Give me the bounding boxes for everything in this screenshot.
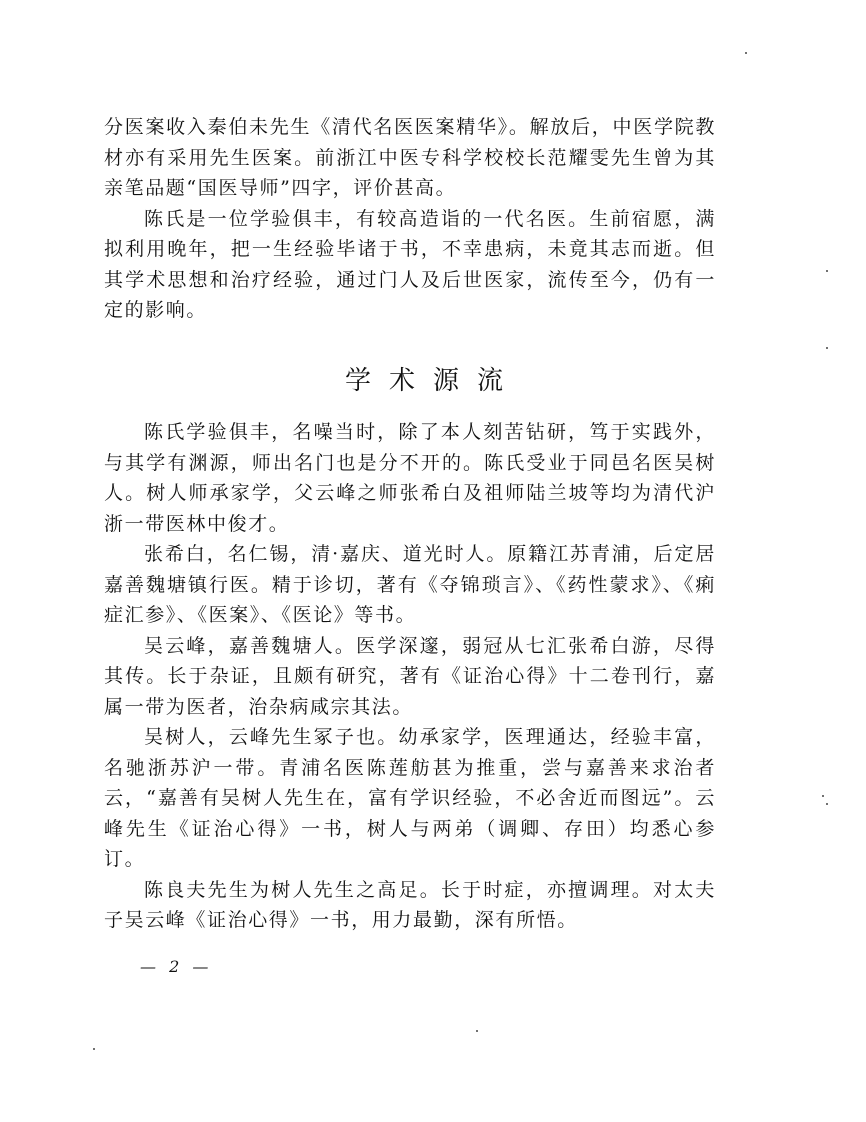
scan-speck (476, 1030, 478, 1032)
paragraph-zhang-xibai: 张希白，名仁锡，清·嘉庆、道光时人。原籍江苏青浦，后定居嘉善魏塘镇行医。精于诊切，著有《夺锦琐言》、《药性蒙求》、《痢症汇参》、《医案》、《医论》等书。 (104, 543, 716, 626)
paragraph-intro-continuation: 分医案收入秦伯未先生《清代名医医案精华》。解放后，中医学院教材亦有采用先生医案。前浙江中医专科学校校长范耀雯先生曾为其亲笔品题“国医导师”四字，评价甚高。 (104, 116, 716, 199)
scan-speck (822, 795, 824, 797)
section-title: 学术源流 (344, 366, 521, 396)
scan-speck (745, 52, 747, 54)
paragraph-lineage-overview: 陈氏学验俱丰，名噪当时，除了本人刻苦钻研，笃于实践外，与其学有渊源，师出名门也是分不开的。陈氏受业于同邑名医吴树人。树人师承家学，父云峰之师张希白及祖师陆兰坡等均为清代沪浙一带医林中俊才。 (104, 421, 716, 535)
scan-speck (826, 347, 828, 349)
paragraph-wu-shuren: 吴树人，云峰先生冢子也。幼承家学，医理通达，经验丰富，名驰浙苏沪一带。青浦名医陈莲舫甚为推重，尝与嘉善来求治者云，“嘉善有吴树人先生在，富有学识经验，不必舍近而图远”。云峰先生《证治心得》一书，树人与两弟（调卿、存田）均悉心参订。 (104, 726, 716, 870)
scan-speck (826, 270, 828, 272)
intro-text-block (104, 112, 716, 326)
paragraph-wu-yunfeng: 吴云峰，嘉善魏塘人。医学深邃，弱冠从七汇张希白游，尽得其传。长于杂证，且颇有研究，著有《证治心得》十二卷刊行，嘉属一带为医者，治杂病咸宗其法。 (104, 634, 716, 718)
paragraph-chen-liangfu: 陈良夫先生为树人先生之高足。长于时症，亦擅调理。对太夫子吴云峰《证治心得》一书，用力最勤，深有所悟。 (104, 878, 716, 931)
section-text-block (104, 417, 716, 936)
scan-speck (93, 1048, 95, 1050)
page-number: — 2 — (140, 957, 213, 976)
paragraph-intro-summary: 陈氏是一位学验俱丰，有较高造诣的一代名医。生前宿愿，满拟利用晚年，把一生经验毕诸于书，不幸患病，未竟其志而逝。但其学术思想和治疗经验，通过门人及后世医家，流传至今，仍有一定的影响。 (104, 207, 716, 321)
scan-speck (826, 803, 828, 805)
